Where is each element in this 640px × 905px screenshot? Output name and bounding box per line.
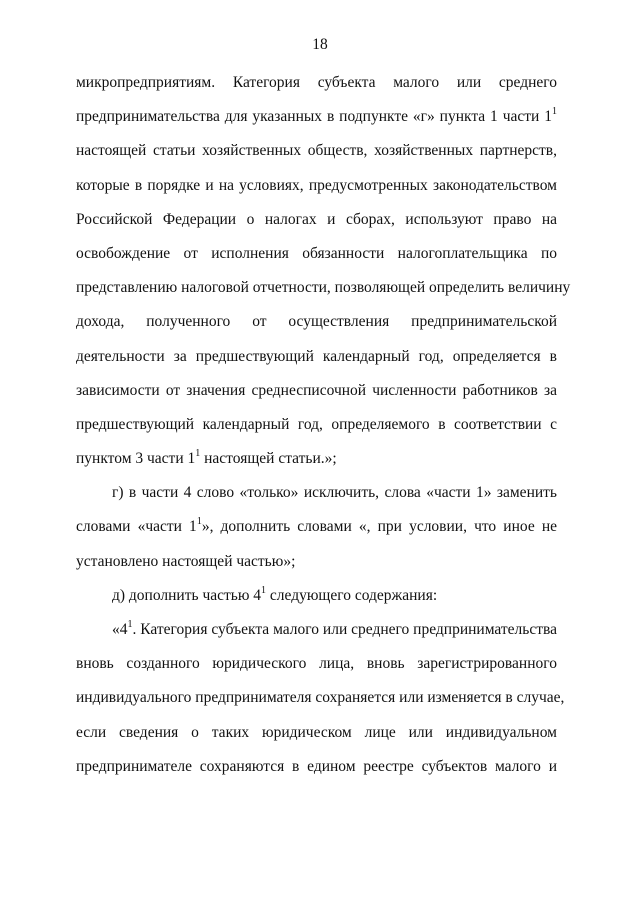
text-line: настоящей статьи хозяйственных обществ, хозяйственных партнерств, <box>76 142 557 160</box>
paragraph <box>76 613 565 784</box>
text-line: г) в части 4 слово «только» исключить, слова «части 1» заменить <box>112 484 557 502</box>
superscript: 1 <box>552 106 557 118</box>
paragraph <box>76 66 571 476</box>
text-line: предпринимательства для указанных в подпункте «г» пункта 1 части $1^1$ <box>76 106 557 126</box>
text-line: «$4^1$. Категория субъекта малого или среднего предпринимательства <box>112 619 557 638</box>
text-line: микропредприятиям. Категория субъекта малого или среднего <box>76 74 557 91</box>
text-line: деятельности за предшествующий календарный год, определяется в <box>76 347 557 365</box>
text-line: пунктом 3 части $1^1$ настоящей статьи.»; <box>76 448 337 468</box>
text-line: представлению налоговой отчетности, позволяющей определить величину <box>76 279 571 297</box>
text-line: д) дополнить частью $4^1$ следующего содержания: <box>112 584 438 604</box>
paragraph <box>76 579 557 613</box>
document-body <box>76 66 571 784</box>
text-line: предшествующий календарный год, определяемого в соответствии с <box>76 415 557 433</box>
superscript: 1 <box>127 619 133 630</box>
superscript: 1 <box>195 448 201 460</box>
text-line: вновь созданного юридического лица, вновь зарегистрированного <box>76 655 557 673</box>
text-line: Российской Федерации о налогах и сборах, используют право на <box>76 210 557 228</box>
text-line: индивидуального предпринимателя сохраняется или изменяется в случае, <box>76 689 565 707</box>
text-line: если сведения о таких юридическом лице или индивидуальном <box>76 723 557 741</box>
text-line: словами «части $1^1$», дополнить словами «, при условии, что иное не <box>76 516 557 536</box>
text-line: освобождение от исполнения обязанности налогоплательщика по <box>76 244 557 262</box>
text-line: дохода, полученного от осуществления предпринимательской <box>76 313 557 331</box>
superscript: 1 <box>261 584 267 596</box>
text-line: установлено настоящей частью»; <box>76 552 296 570</box>
text-line: зависимости от значения среднесписочной численности работников за <box>76 381 557 399</box>
paragraph <box>76 476 557 579</box>
text-line: предпринимателе сохраняются в едином реестре субъектов малого и <box>76 757 557 775</box>
page-number: 18 <box>312 36 328 53</box>
superscript: 1 <box>196 516 202 528</box>
text-line: которые в порядке и на условиях, предусмотренных законодательством <box>76 176 557 194</box>
